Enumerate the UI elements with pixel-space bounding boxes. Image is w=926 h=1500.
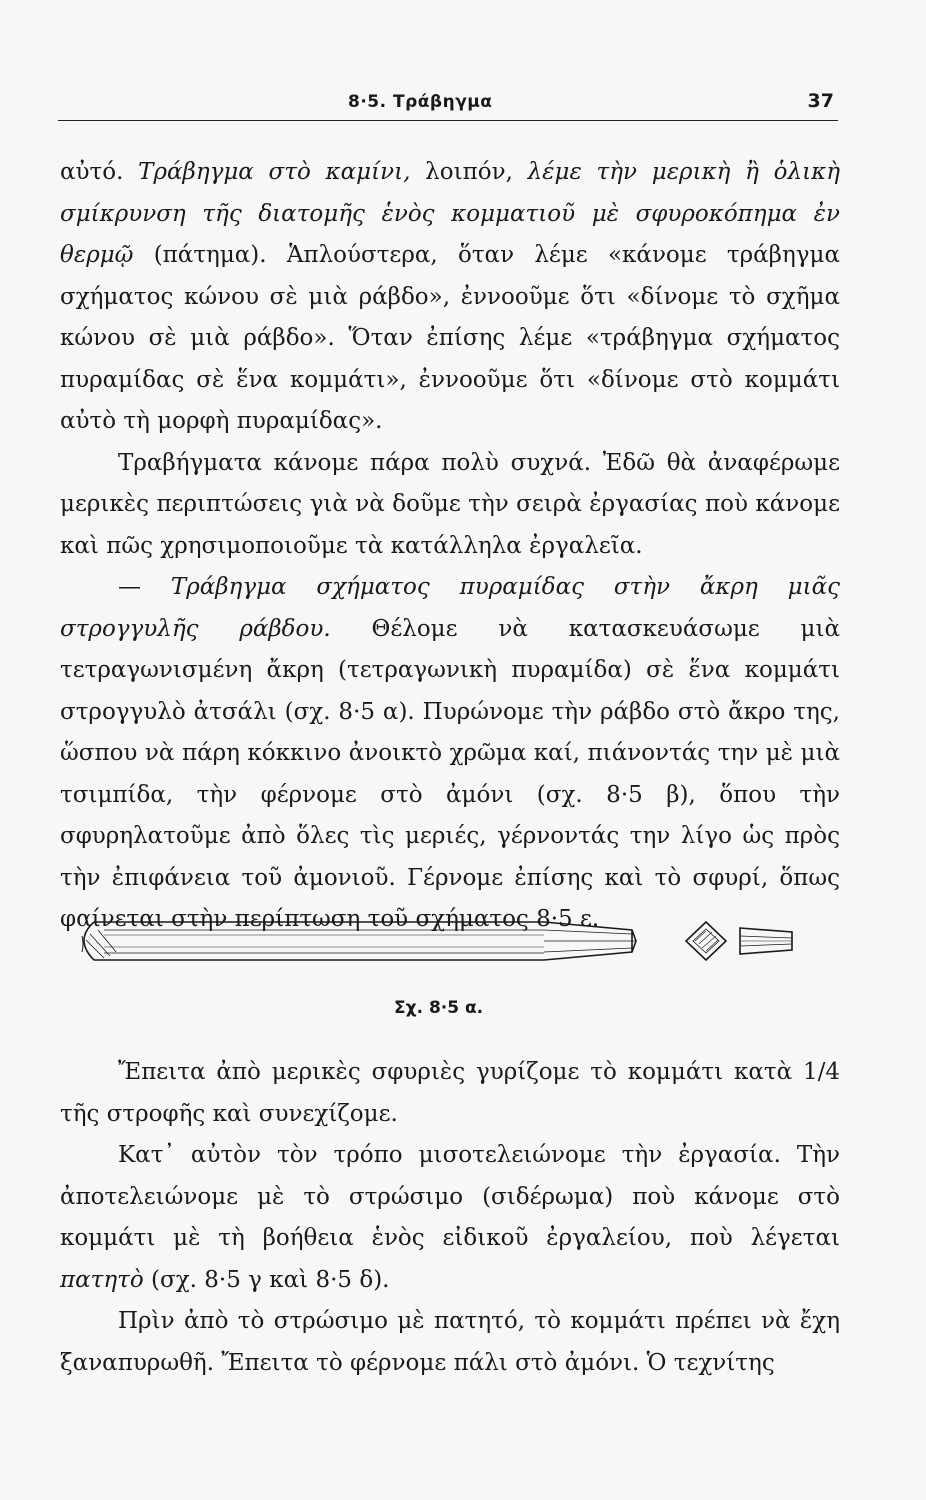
italic-text: πατητὸ [60,1266,144,1293]
text-run: — [118,574,171,600]
text-run: Ἔπειτα ἀπὸ μερικὲς σφυριὲς γυρίζομε τὸ κομμάτι κατὰ 1/4 τῆς στροφῆς καὶ συνεχίζομε. [60,1059,840,1127]
italic-text: λέμε τὴν μερικὴ ἢ ὁλικὴ σμίκρυνση τῆς διατομῆς ἑνὸς κομματιοῦ μὲ σφυροκόπημα ἐν θερμῷ [60,159,840,268]
paragraph [60,567,840,941]
text-run: Τραβήγματα κάνομε πάρα πολὺ συχνά. Ἐδῶ θὰ ἀναφέρωμε μερικὲς περιπτώσεις γιὰ νὰ δοῦμε τὴν σειρὰ ἐργασίας ποὺ κάνομε καὶ πῶς χρησιμοποιοῦμε τὰ κατάλληλα ἐργαλεῖα. [60,449,840,559]
body-text-bottom [60,1052,840,1384]
round-bar-drawing [82,922,636,960]
paragraph [60,152,840,443]
paragraph [60,1135,840,1301]
pyramid-tip-drawing [740,928,792,954]
text-run: (πάτημα). Ἁπλούστερα, ὅταν λέμε «κάνομε τράβηγμα σχήματος κώνου σὲ μιὰ ράβδο», ἐννοοῦμε ὅτι «δίνομε τὸ σχῆμα κώνου σὲ μιὰ ράβδο». Ὅταν ἐπίσης λέμε «τράβηγμα σχήματος πυραμίδας σὲ ἕνα κομμάτι», ἐννοοῦμε ὅτι «δίνομε στὸ κομμάτι αὐτὸ τὴ μορφὴ πυραμίδας». [60,242,840,434]
body-text-top [60,152,840,941]
text-run: λοιπόν, [410,159,528,185]
page-number: 37 [807,90,834,112]
text-run: (σχ. 8·5 γ καὶ 8·5 δ). [143,1266,390,1293]
italic-text: Τράβηγμα σχήματος πυραμίδας στὴν ἄκρη μιᾶς στρογγυλῆς ράβδου. [60,574,841,642]
running-header [58,88,838,121]
text-run: Πρὶν ἀπὸ τὸ στρώσιμο μὲ πατητό, τὸ κομμάτι πρέπει νὰ ἔχη ξαναπυρωθῆ. Ἔπειτα τὸ φέρνομε πάλι στὸ ἀμόνι. Ὁ τεχνίτης [60,1308,840,1376]
figure-caption: Σχ. 8·5 α. [394,998,484,1018]
paragraph [60,1052,840,1135]
running-title: 8·5. Τράβηγμα [348,92,493,112]
text-run: Κατ᾿ αὐτὸν τὸν τρόπο μισοτελειώνομε τὴν ἐργασία. Τὴν ἀποτελειώνομε μὲ τὸ στρώσιμο (σιδέρωμα) ποὺ κάνομε στὸ κομμάτι μὲ τὴ βοήθεια ἑνὸς εἰδικοῦ ἐργαλείου, ποὺ λέγεται [60,1142,840,1251]
square-section-drawing [686,922,726,960]
text-run: αὐτό. [60,159,139,185]
italic-text: Τράβηγμα στὸ καμίνι, [138,159,411,185]
paragraph [60,1301,840,1384]
figure-8-5a [64,900,844,980]
text-run: Θέλομε νὰ κατασκευάσωμε μιὰ τετραγωνισμένη ἄκρη (τετραγωνικὴ πυραμίδα) σὲ ἕνα κομμάτι στρογγυλὸ ἀτσάλι (σχ. 8·5 α). Πυρώνομε τὴν ράβδο στὸ ἄκρο της, ὥσπου νὰ πάρη κόκκινο ἀνοικτὸ χρῶμα καί, πιάνοντάς την μὲ μιὰ τσιμπίδα, τὴν φέρνομε στὸ ἀμόνι (σχ. 8·5 β), ὅπου τὴν σφυρηλατοῦμε ἀπὸ ὅλες τὶς μεριές, γέρνοντάς την λίγο ὡς πρὸς τὴν ἐπιφάνεια τοῦ ἀμονιοῦ. Γέρνομε ἐπίσης καὶ τὸ σφυρί, ὅπως φαίνεται στὴν περίπτωση τοῦ σχήματος 8·5 ε. [60,615,840,932]
paragraph [60,443,840,568]
